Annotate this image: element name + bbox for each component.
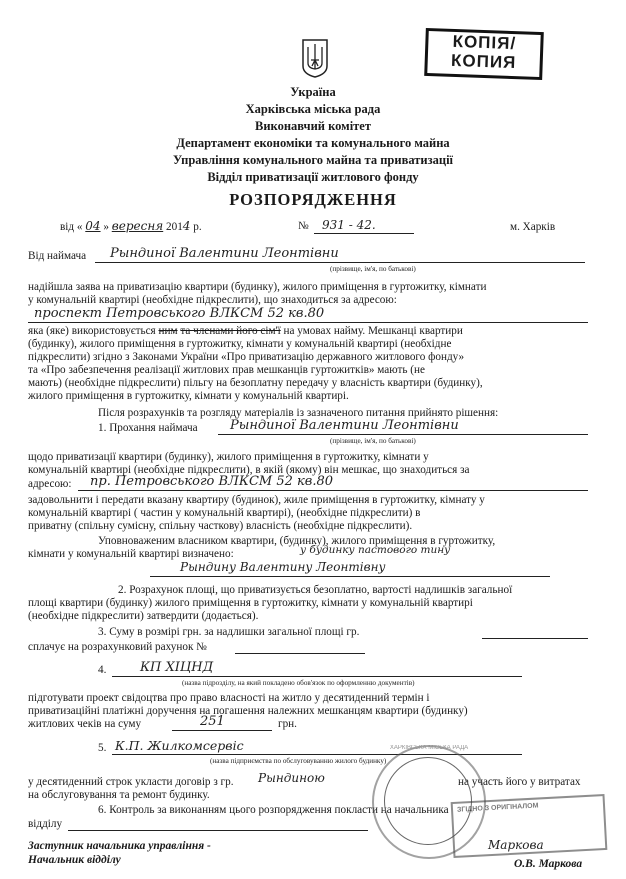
p2-line9a: кімнати у комунальній квартирі визначено: <box>28 548 234 560</box>
coat-of-arms-icon <box>301 38 329 78</box>
signature: Маркова <box>488 838 544 852</box>
copy-stamp-line1: КОПІЯ/ <box>452 31 517 54</box>
p5-line3: 6. Контроль за виконанням цього розпорядження покласти на начальника <box>98 804 449 816</box>
header-department: Департамент економіки та комунального майна <box>176 136 450 150</box>
from-label: Від наймача <box>28 250 87 262</box>
p5-line1a: у десятиденний строк укласти договір з гр. <box>28 776 234 788</box>
city: м. Харків <box>510 221 556 233</box>
p4-item4: 4. <box>98 664 107 676</box>
header-office: Управління комунального майна та приватизації <box>172 153 454 167</box>
document-title: РОЗПОРЯДЖЕННЯ <box>229 190 397 209</box>
tenant-name: Рындиної Валентини Леонтівни <box>110 246 339 261</box>
signer-title-1: Заступник начальника управління - <box>28 840 211 852</box>
p1-line3a: яка (яке) використовується <box>28 325 156 337</box>
number-label: № <box>298 220 309 232</box>
p2-line3: комунальній квартирі (необхідне підкреслити), в якій (якому) він мешкає, що знаходиться за <box>28 464 470 476</box>
p2-line5: задовольнити і передати вказану квартиру (будинок), жиле приміщення в гуртожитку, кімнату у <box>28 494 485 506</box>
header-division: Відділ приватизації житлового фонду <box>207 170 419 184</box>
p2-caption: (прізвище, ім'я, по батькові) <box>330 437 416 445</box>
certified-copy-text: ЗГІДНО З ОРИГІНАЛОМ <box>456 802 539 814</box>
p2-address: пр. Петровського ВЛКСМ 52 кв.80 <box>90 474 334 489</box>
date-row <box>60 220 202 234</box>
p2-owner2: Рындину Валентину Леонтівну <box>180 560 386 574</box>
p2-line4a: адресою: <box>28 478 72 490</box>
copy-stamp-line2: КОПИЯ <box>450 50 517 73</box>
p1-line8: жилого приміщення в гуртожитку, кімнати у комунальній квартирі. <box>28 390 349 402</box>
p1-line4: (будинку), жилого приміщення в гуртожитку, кімнати у комунальній квартирі (необхідне <box>28 338 452 350</box>
p4-line2: приватизаційні платіжні доручення на погашення належних мешканцям квартири (будинку) <box>28 705 468 717</box>
date-year-hand: 4 <box>182 219 191 233</box>
p3-line5: сплачує на розрахунковий рахунок № <box>28 641 207 653</box>
p2-item1: 1. Прохання наймача <box>98 422 198 434</box>
p5-line4: відділу <box>28 818 63 830</box>
p3-line3: (необхідне підкреслити) затвердити (додається). <box>28 610 259 622</box>
date-month: вересня <box>111 219 164 233</box>
date-year: 201 <box>166 221 183 233</box>
header-country: Україна <box>290 85 336 99</box>
p2-line8: Уповноваженим власником квартири, (будинку), жилого приміщення в гуртожитку, <box>98 535 496 547</box>
p1-address: проспект Петровського ВЛКСМ 52 кв.80 <box>34 306 325 321</box>
p1-line6: та «Про забезпечення реалізації житлових прав мешканців гуртожитків» мають (не <box>28 364 425 376</box>
p2-line1: Після розрахунків та розгляду матеріалів із зазначеного питання прийнято рішення: <box>98 407 499 419</box>
p3-line1: 2. Розрахунок площі, що приватизується безоплатно, вартості надлишків загальної <box>118 584 513 596</box>
p4-line3a: житлових чеків на суму <box>28 718 142 730</box>
p5-caption: (назва підприємства по обслуговуванню жилого будинку) <box>210 757 387 765</box>
p5-line1b: на участь його у витратах <box>458 776 581 788</box>
seal-text: ХАРКІВСЬКА МІСЬКА РАДА <box>389 745 469 751</box>
signer-title-2: Начальник відділу <box>28 854 121 866</box>
p5-line1-name: Рындиною <box>258 771 325 785</box>
header-council: Харківська міська рада <box>245 102 381 116</box>
p4-sum: 251 <box>200 714 225 729</box>
p1-line5: підкреслити) згідно з Законами України «Про приватизацію державного житлового фонду» <box>28 351 465 363</box>
p5-item5: 5. <box>98 742 107 754</box>
p2-line7: приватну (спільну сумісну, спільну часткову) власність (необхідне підкреслити). <box>28 520 413 532</box>
p4-caption: (назва підрозділу, на який покладено обов'язок по оформленню документів) <box>182 679 415 687</box>
p5-line2: на обслуговування та ремонт будинку. <box>28 789 210 801</box>
p1-line1: надійшла заява на приватизацію квартири (будинку), жилого приміщення в гуртожитку, кімнати <box>28 281 487 293</box>
p1-line2: у комунальній квартирі (необхідне підкреслити), що знаходиться за адресою: <box>28 294 397 306</box>
p2-name: Рындиної Валентини Леонтівни <box>230 418 459 433</box>
p2-line6: комунальній квартирі ( частин у комунальній квартирі), (необхідне підкреслити) в <box>28 507 421 519</box>
p1-line3c: та членами його сім'ї <box>180 325 281 337</box>
p2-line2: щодо приватизації квартири (будинку), жилого приміщення в гуртожитку, кімнати у <box>28 451 429 463</box>
p5-enterprise: К.П. Жилкомсервіс <box>115 738 244 753</box>
p4-division: КП ХІЦНД <box>140 660 214 675</box>
p1-line3b: ним <box>158 325 178 337</box>
p4-line1: підготувати проект свідоцтва про право власності на житло у десятиденний термін і <box>28 692 430 704</box>
date-suffix: р. <box>193 221 202 233</box>
header-committee: Виконавчий комітет <box>255 119 371 133</box>
date-prefix: від « <box>60 221 83 233</box>
p3-line4: 3. Суму в розмірі грн. за надлишки загальної площі гр. <box>98 626 360 638</box>
p2-owner1: у будинку пастового тину <box>300 544 451 556</box>
date-mid: » <box>103 221 109 233</box>
p4-line3b: грн. <box>278 718 297 730</box>
date-day: 04 <box>85 219 101 233</box>
from-caption: (прізвище, ім'я, по батькові) <box>330 265 416 273</box>
p1-line3d: на умовах найму. Мешканці квартири <box>283 325 463 337</box>
document-number: 931 - 42. <box>322 218 376 232</box>
p3-line2: площі квартири (будинку) жилого приміщення в гуртожитку, кімнати у комунальній квартирі <box>28 597 473 609</box>
copy-stamp <box>424 28 544 80</box>
p1-line7: мають) (необхідне підкреслити) пільгу на безоплатну передачу у власність квартири (будинку), <box>28 377 483 389</box>
p1-line3 <box>28 325 463 338</box>
signer-name: О.В. Маркова <box>514 858 583 870</box>
